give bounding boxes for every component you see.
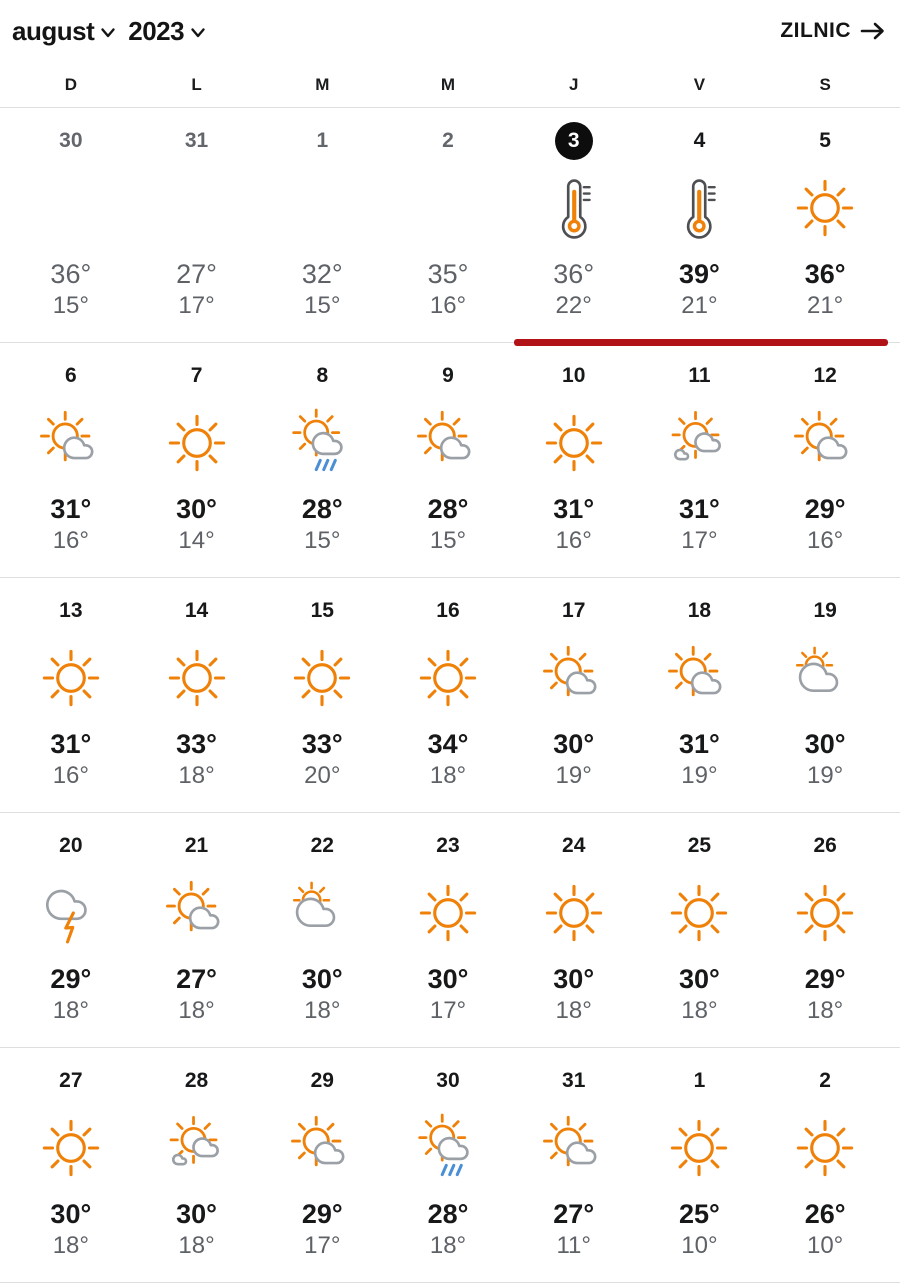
weekday-label: D <box>64 74 77 94</box>
low-temp: 18° <box>681 996 718 1024</box>
day-number: 12 <box>813 364 837 387</box>
arrow-right-icon <box>860 22 886 40</box>
day-cell[interactable] <box>511 1048 637 1282</box>
high-temp: 31° <box>50 729 92 759</box>
day-number: 29 <box>310 1069 334 1092</box>
high-temp: 30° <box>804 729 846 759</box>
day-cell[interactable] <box>385 578 511 812</box>
week-row <box>0 343 900 578</box>
day-number: 11 <box>688 364 711 387</box>
low-temp: 17° <box>304 1231 341 1259</box>
low-temp: 15° <box>304 291 341 319</box>
low-temp: 10° <box>681 1231 718 1259</box>
sunny-icon <box>411 630 485 726</box>
weekday-header <box>0 56 900 108</box>
sunny-icon <box>160 395 234 491</box>
day-cell[interactable] <box>8 108 134 342</box>
high-temp: 31° <box>50 494 92 524</box>
day-cell[interactable] <box>8 578 134 812</box>
day-cell[interactable] <box>385 1048 511 1282</box>
day-cell[interactable] <box>259 813 385 1047</box>
daily-view-link[interactable] <box>780 19 886 43</box>
mostly-cloudy-icon <box>285 865 359 961</box>
partly-cloudy-two-icon <box>160 1100 234 1196</box>
sunny-icon <box>662 865 736 961</box>
day-cell[interactable] <box>134 343 260 577</box>
low-temp: 18° <box>555 996 592 1024</box>
day-cell[interactable] <box>762 813 888 1047</box>
high-temp: 27° <box>553 1199 595 1229</box>
low-temp: 16° <box>806 526 844 554</box>
week-row <box>0 1048 900 1283</box>
day-cell[interactable] <box>259 1048 385 1282</box>
high-temp: 30° <box>679 964 720 994</box>
high-temp: 31° <box>553 494 595 524</box>
day-cell[interactable] <box>762 1048 888 1282</box>
day-number: 17 <box>562 599 586 622</box>
day-number: 20 <box>59 834 83 857</box>
day-cell[interactable] <box>8 813 134 1047</box>
sunny-icon <box>411 865 485 961</box>
low-temp: 18° <box>52 996 89 1024</box>
day-number: 4 <box>693 129 706 152</box>
day-number: 23 <box>436 834 460 857</box>
low-temp: 18° <box>806 996 844 1024</box>
high-temp: 30° <box>427 964 469 994</box>
high-temp: 29° <box>50 964 92 994</box>
sunny-icon <box>34 630 108 726</box>
weekday-label: L <box>191 74 202 94</box>
low-temp: 18° <box>429 761 467 789</box>
day-number: 13 <box>59 599 83 622</box>
day-cell[interactable] <box>385 813 511 1047</box>
day-cell[interactable] <box>134 578 260 812</box>
chevron-down-icon <box>100 27 116 39</box>
calendar-grid <box>0 108 900 1283</box>
low-temp: 20° <box>304 761 341 789</box>
day-number: 26 <box>813 834 837 857</box>
low-temp: 18° <box>178 761 215 789</box>
day-cell[interactable] <box>762 578 888 812</box>
partly-cloudy-two-icon <box>662 395 736 491</box>
high-temp: 28° <box>427 1199 469 1229</box>
high-temp: 39° <box>679 259 720 289</box>
partly-cloudy-icon <box>160 865 234 961</box>
sunny-icon <box>537 395 611 491</box>
high-temp: 30° <box>176 1199 217 1229</box>
day-number: 9 <box>442 364 454 387</box>
day-cell[interactable] <box>637 813 763 1047</box>
sun-cloud-rain-icon <box>411 1100 485 1196</box>
day-cell[interactable] <box>511 108 637 342</box>
low-temp: 16° <box>429 291 467 319</box>
day-cell[interactable] <box>637 1048 763 1282</box>
high-temp: 28° <box>301 494 343 524</box>
high-temp: 29° <box>804 494 846 524</box>
day-number: 1 <box>693 1069 706 1092</box>
day-cell[interactable] <box>511 343 637 577</box>
low-temp: 18° <box>304 996 341 1024</box>
thunderstorm-icon <box>34 865 108 961</box>
month-label: august <box>12 15 95 46</box>
day-number: 8 <box>316 364 329 387</box>
day-cell[interactable] <box>637 343 763 577</box>
weekday-label: S <box>819 74 831 94</box>
day-number: 10 <box>562 364 586 387</box>
high-temp: 30° <box>301 964 343 994</box>
day-cell[interactable] <box>8 343 134 577</box>
low-temp: 16° <box>52 526 89 554</box>
week-row <box>0 108 900 343</box>
partly-cloudy-icon <box>788 395 862 491</box>
high-temp: 30° <box>50 1199 92 1229</box>
day-cell[interactable] <box>511 578 637 812</box>
day-cell[interactable] <box>762 343 888 577</box>
week-row <box>0 578 900 813</box>
day-number: 1 <box>316 129 329 152</box>
weekday-label: V <box>693 74 706 94</box>
day-number: 25 <box>687 834 712 857</box>
high-temp: 27° <box>176 964 217 994</box>
low-temp: 11° <box>556 1231 591 1259</box>
partly-cloudy-icon <box>662 630 736 726</box>
day-number: 31 <box>562 1069 586 1092</box>
sunny-icon <box>160 630 234 726</box>
daily-link-label: ZILNIC <box>780 19 851 42</box>
day-number: 7 <box>190 364 203 387</box>
day-cell[interactable] <box>8 1048 134 1282</box>
day-number: 30 <box>436 1069 460 1092</box>
day-number: 18 <box>687 599 712 622</box>
year-dropdown[interactable] <box>128 16 206 47</box>
high-temp: 36° <box>553 259 595 289</box>
sunny-icon <box>662 1100 736 1196</box>
day-number: 16 <box>436 599 460 622</box>
partly-cloudy-icon <box>411 395 485 491</box>
chevron-down-icon <box>190 27 206 39</box>
low-temp: 17° <box>178 291 215 319</box>
day-cell[interactable] <box>637 108 763 342</box>
low-temp: 19° <box>806 761 844 789</box>
sunny-icon <box>788 160 862 256</box>
month-dropdown[interactable] <box>12 16 116 47</box>
high-temp: 25° <box>679 1199 720 1229</box>
high-temp: 34° <box>427 729 469 759</box>
calendar-header <box>0 0 900 56</box>
low-temp: 21° <box>681 291 718 319</box>
day-cell[interactable] <box>385 343 511 577</box>
high-temp: 28° <box>427 494 469 524</box>
high-temp: 29° <box>804 964 846 994</box>
sunny-icon <box>285 630 359 726</box>
low-temp: 14° <box>178 526 215 554</box>
day-number: 15 <box>310 599 334 622</box>
day-number: 2 <box>819 1069 831 1092</box>
day-cell[interactable] <box>259 343 385 577</box>
high-temp: 33° <box>176 729 217 759</box>
low-temp: 15° <box>304 526 341 554</box>
high-temp: 36° <box>804 259 846 289</box>
low-temp: 21° <box>806 291 844 319</box>
high-temp: 36° <box>50 259 92 289</box>
year-label: 2023 <box>128 15 185 46</box>
high-temp: 31° <box>679 729 720 759</box>
day-number: 24 <box>562 834 586 857</box>
day-number: 21 <box>184 834 209 857</box>
day-number: 6 <box>65 364 77 387</box>
day-number: 27 <box>59 1069 83 1092</box>
day-cell[interactable] <box>259 578 385 812</box>
day-cell[interactable] <box>134 108 260 342</box>
hot-thermometer-icon <box>662 160 736 256</box>
day-number: 31 <box>184 129 209 152</box>
day-number: 22 <box>310 834 334 857</box>
weekday-label: M <box>315 74 330 94</box>
day-number: 19 <box>813 599 837 622</box>
low-temp: 19° <box>555 761 592 789</box>
sunny-icon <box>788 865 862 961</box>
week-row <box>0 813 900 1048</box>
day-cell[interactable] <box>134 1048 260 1282</box>
low-temp: 10° <box>806 1231 844 1259</box>
high-temp: 30° <box>176 494 217 524</box>
partly-cloudy-icon <box>285 1100 359 1196</box>
day-number: 5 <box>819 129 831 152</box>
low-temp: 18° <box>52 1231 89 1259</box>
partly-cloudy-icon <box>34 395 108 491</box>
high-temp: 32° <box>301 259 343 289</box>
high-temp: 27° <box>176 259 217 289</box>
day-number: 14 <box>184 599 209 622</box>
sunny-icon <box>537 865 611 961</box>
day-cell[interactable] <box>511 813 637 1047</box>
high-temp: 30° <box>553 964 595 994</box>
sun-cloud-rain-icon <box>285 395 359 491</box>
sunny-icon <box>34 1100 108 1196</box>
day-number: 30 <box>59 129 83 152</box>
day-number: 28 <box>184 1069 209 1092</box>
high-temp: 29° <box>301 1199 343 1229</box>
weekday-label: M <box>440 74 456 94</box>
low-temp: 16° <box>52 761 89 789</box>
high-temp: 30° <box>553 729 595 759</box>
mostly-cloudy-icon <box>788 630 862 726</box>
low-temp: 17° <box>429 996 467 1024</box>
low-temp: 16° <box>555 526 592 554</box>
low-temp: 18° <box>178 996 215 1024</box>
low-temp: 15° <box>52 291 89 319</box>
partly-cloudy-icon <box>537 1100 611 1196</box>
low-temp: 18° <box>429 1231 467 1259</box>
month-year-selectors <box>12 16 206 47</box>
today-day-number: 3 <box>555 122 593 160</box>
sunny-icon <box>788 1100 862 1196</box>
low-temp: 22° <box>555 291 592 319</box>
day-number: 2 <box>442 129 454 152</box>
high-temp: 31° <box>679 494 720 524</box>
partly-cloudy-icon <box>537 630 611 726</box>
day-cell[interactable] <box>762 108 888 342</box>
low-temp: 15° <box>429 526 467 554</box>
day-cell[interactable] <box>134 813 260 1047</box>
high-temp: 33° <box>301 729 343 759</box>
low-temp: 17° <box>681 526 718 554</box>
weekday-label: J <box>568 74 579 94</box>
hot-thermometer-icon <box>537 160 611 256</box>
day-cell[interactable] <box>385 108 511 342</box>
low-temp: 18° <box>178 1231 215 1259</box>
day-cell[interactable] <box>637 578 763 812</box>
high-temp: 26° <box>804 1199 846 1229</box>
low-temp: 19° <box>681 761 718 789</box>
high-temp: 35° <box>427 259 469 289</box>
day-cell[interactable] <box>259 108 385 342</box>
